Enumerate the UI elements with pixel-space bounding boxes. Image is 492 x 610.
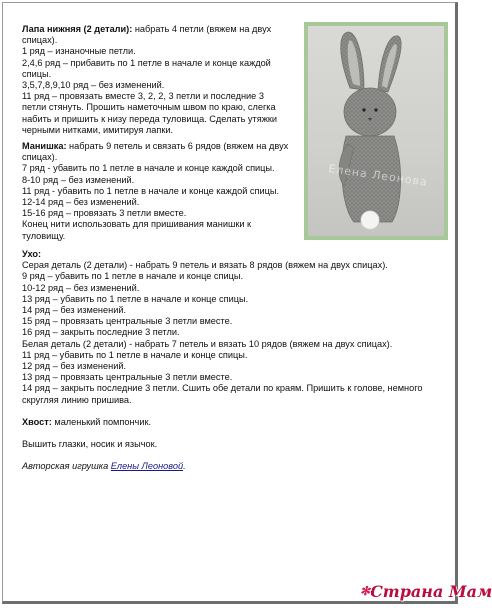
- paw-title-rest: набрать 4 петли (вяжем на двух: [132, 24, 272, 34]
- knitted-bunny-image: [308, 26, 444, 236]
- paw-line: 1 ряд – изнаночные петли.: [22, 46, 136, 57]
- bib-line: 7 ряд - убавить по 1 петле в начале и конце каждой спицы.: [22, 163, 275, 174]
- ear-line: 11 ряд – убавить по 1 петле в начале и конце спицы.: [22, 349, 248, 360]
- site-logo-text: Страна Мам: [370, 582, 492, 601]
- bib-line: спицах).: [22, 152, 58, 163]
- paw-line: 3,5,7,8,9,10 ряд – без изменений.: [22, 80, 165, 91]
- paw-line: петли стянуть. Прошить наметочным швом по краю, слегка: [22, 102, 276, 113]
- paw-line: 11 ряд – провязать вместе 3, 2, 2, 3 петли и последние 3: [22, 91, 264, 102]
- bib-line: туловищу.: [22, 230, 66, 241]
- bib-title: Манишка:: [22, 141, 67, 151]
- bib-section: [22, 141, 288, 242]
- tail-title: Хвост:: [22, 416, 52, 427]
- ear-line: Белая деталь (2 детали) - набрать 7 петель и вязать 10 рядов (вяжем на двух спицах).: [22, 338, 393, 349]
- bib-line: 8-10 ряд – без изменений.: [22, 174, 135, 185]
- ear-line: Серая деталь (2 детали) - набрать 9 петель и вязать 8 рядов (вяжем на двух спицах).: [22, 260, 388, 271]
- ear-line: 14 ряд – закрыть последние 3 петли. Сшить обе детали по краям. Пришить к голове, немного: [22, 383, 423, 394]
- ear-line: 13 ряд – убавить по 1 петле в начале и конце спицы.: [22, 293, 249, 304]
- bib-line: 15-16 ряд – провязать 3 петли вместе.: [22, 208, 187, 219]
- bib-line: 12-14 ряд – без изменений.: [22, 197, 140, 208]
- site-logo: [360, 582, 492, 601]
- star-icon: ✻: [360, 584, 371, 598]
- paw-line: 2,4,6 ряд – прибавить по 1 петле в начале и конце каждой: [22, 57, 271, 68]
- bib-line: 11 ряд - убавить по 1 петле в начале и конце каждой спицы.: [22, 185, 280, 196]
- author-suffix: .: [183, 461, 186, 472]
- author-prefix: Авторская игрушка: [22, 461, 111, 472]
- ear-title: Ухо:: [22, 249, 42, 259]
- author-name-link[interactable]: Елены Леоновой: [110, 461, 184, 472]
- ear-line: 16 ряд – закрыть последние 3 петли.: [22, 327, 180, 338]
- paw-line: спицы.: [22, 68, 52, 79]
- paw-line: черными нитками, имитируя лапки.: [22, 124, 174, 135]
- tail-text: маленький помпончик.: [51, 416, 152, 427]
- embroider-text: Вышить глазки, носик и язычок.: [22, 439, 158, 450]
- paw-title: Лапа нижняя (2 детали):: [22, 24, 133, 34]
- photo-watermark: Елена Леонова: [327, 162, 429, 189]
- ear-line: 14 ряд – без изменений.: [22, 305, 127, 316]
- bib-line: Конец нити использовать для пришивания манишки к: [22, 219, 252, 230]
- ear-line: скругляя линию пришива.: [22, 394, 132, 405]
- ear-line: 12 ряд – без изменений.: [22, 361, 127, 372]
- ear-line: 9 ряд – убавить по 1 петле в начале и конце спицы.: [22, 271, 244, 282]
- ear-line: 15 ряд – провязать центральные 3 петли вместе.: [22, 316, 233, 327]
- ear-line: 10-12 ряд – без изменений.: [22, 282, 140, 293]
- paw-line: набить и пришить к низу переда туловища. Сделать утяжки: [22, 113, 277, 124]
- paw-line: спицах).: [22, 35, 58, 46]
- ear-line: 13 ряд – провязать центральные 3 петли вместе.: [22, 372, 233, 383]
- bunny-photo: [304, 22, 448, 240]
- ear-section: [22, 249, 423, 472]
- bib-title-rest: набрать 9 петель и связать 6 рядов (вяжем на двух: [66, 141, 289, 151]
- paw-section: [22, 24, 277, 136]
- author-line: [22, 461, 423, 472]
